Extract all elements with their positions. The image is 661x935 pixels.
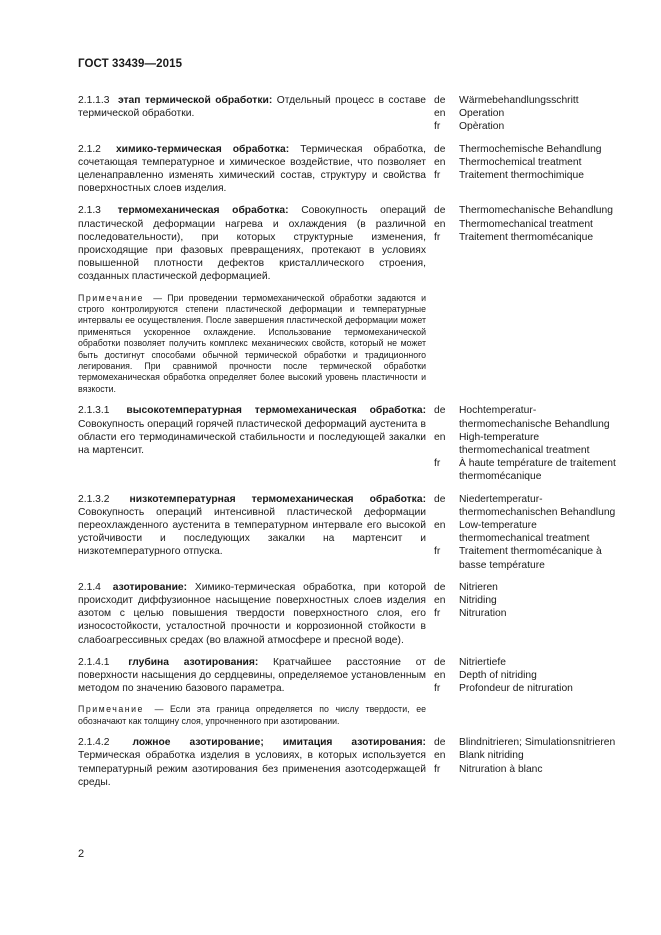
translation: Niedertemperatur-thermomechanischen Behandlung (459, 493, 616, 518)
term-text: Совокупность операций интенсивной пластической деформации переохлажденного аустенита в температурном интервале его высокой устойчивости и последующих закалки на мартенсит и низкотемпературного отпуска. (78, 506, 426, 558)
translation: Wärmebehandlungsschritt (459, 95, 579, 106)
term-entry (78, 581, 618, 647)
term-definition (78, 404, 426, 483)
translations (434, 94, 618, 134)
document-body (78, 94, 618, 798)
translations (434, 204, 618, 283)
term-definition (78, 94, 426, 134)
term-entry (78, 94, 618, 134)
translation: Traitement thermomécanique à basse température (459, 546, 602, 571)
translation: Low-temperature thermomechanical treatment (459, 519, 590, 545)
term-number: 2.1.3 (78, 205, 101, 217)
translations (434, 404, 618, 483)
translation: Nitruration (459, 608, 507, 620)
term-name: низкотемпературная термомеханическая обработка: (129, 493, 426, 505)
translation: Thermochemische Behandlung (459, 143, 602, 155)
term-definition (78, 493, 426, 572)
lang-code: en (434, 431, 446, 443)
translations (434, 656, 618, 696)
lang-code: en (434, 750, 446, 762)
lang-code: en (434, 156, 446, 168)
term-name: высокотемпературная термомеханическая обработка: (126, 405, 426, 417)
note-label: Примечание (78, 292, 144, 303)
translation: Nitruration à blanc (459, 763, 543, 775)
lang-code: fr (434, 683, 441, 695)
term-text: Химико-термическая обработка, при которой происходит диффузионное насыщение поверхностных слоев изделия азотом с целью повышения твердости поверхностного слоя, его износостойкости, усталостной прочности и коррозионной стойкости в слабоагрессивных средах (во влажной атмосфере и пресной воде). (78, 581, 426, 646)
term-definition (78, 581, 426, 647)
lang-code: de (434, 405, 446, 417)
lang-code: de (434, 493, 446, 505)
term-definition (78, 736, 426, 789)
translations (434, 493, 618, 572)
term-number: 2.1.3.2 (78, 493, 110, 505)
term-number: 2.1.3.1 (78, 405, 110, 417)
term-name: глубина азотирования: (128, 656, 259, 668)
term-name: азотирование: (112, 581, 188, 593)
translation: Thermomechanische Behandlung (459, 205, 613, 217)
term-text: Совокупность операций горячей пластической деформаций аустенита в области его термодинамической стабильности и последующей закалки на мартенсит. (78, 418, 426, 456)
translation: À haute température de traitement thermomécanique (459, 458, 616, 483)
note-text: — Если эта граница определяется по числу твердости, ее обозначают как толщину слоя, упрочненного при азотировании. (78, 704, 427, 726)
term-number: 2.1.4.2 (78, 737, 110, 749)
term-number: 2.1.4.1 (78, 656, 110, 668)
translation: Nitriertiefe (459, 656, 506, 668)
term-name: термомеханическая обработка: (117, 205, 289, 217)
term-text: Термическая обработка изделия в условиях, в которых используется температурный режим азотирования без применения азотсодержащей среды. (78, 750, 426, 788)
translation: Opèration (459, 121, 505, 133)
lang-code: fr (434, 458, 441, 470)
document-header: ГОСТ 33439—2015 (78, 58, 183, 70)
note-text: — При проведении термомеханической обработки задаются и строго контролируются степени пластической деформации и температурные интервалы ее осуществления. После завершения пластической деформации может применяться ускоренное охлаждение. Использование термомеханической обработки позволяет получить комплекс механических свойств, который не может быть достигнут способами обычной термической обработки и традиционного легирования. При сравнимой прочности после термической обработки термомеханическая обработка определяет более высокий уровень пластичности и вязкости. (78, 292, 426, 394)
translation: Thermomechanical treatment (459, 218, 593, 230)
term-entry (78, 143, 618, 196)
term-number: 2.1.4 (78, 581, 101, 593)
lang-code: de (434, 656, 446, 668)
lang-code: de (434, 737, 446, 749)
term-name: ложное азотирование; имитация азотирования: (132, 737, 426, 749)
term-text: Термическая обработка, сочетающая температурное и химическое воздействие, что позволяет целенаправленно изменять химический состав, структуру и свойства поверхностных слоев изделия. (78, 143, 426, 195)
translation: Traitement thermochimique (459, 170, 584, 182)
lang-code: en (434, 218, 446, 230)
lang-code: fr (434, 121, 441, 133)
translation: Blank nitriding (459, 750, 524, 762)
translations (434, 143, 618, 196)
term-name: этап термической обработки: (117, 95, 273, 106)
lang-code: en (434, 594, 446, 606)
term-definition (78, 143, 426, 196)
lang-code: fr (434, 170, 441, 182)
term-name: химико-термическая обработка: (115, 143, 290, 155)
term-text: Совокупность операций пластической деформации нагрева и охлаждения (в различной последовательности), при которых структурные изменения, происходящие при фазовых превращениях, протекают в условиях повышенной плотности дефектов кристаллического строения, созданных пластической деформацией. (78, 205, 426, 283)
term-number: 2.1.2 (78, 143, 101, 155)
note (78, 704, 426, 727)
term-entry (78, 736, 618, 789)
term-text: Отдельный процесс в составе термической обработки. (78, 95, 426, 120)
lang-code: de (434, 581, 446, 593)
translations (434, 581, 618, 647)
lang-code: fr (434, 231, 441, 243)
lang-code: fr (434, 763, 441, 775)
translation: Blindnitrieren; Simulationsnitrieren (459, 737, 616, 749)
lang-code: fr (434, 546, 441, 558)
lang-code: en (434, 519, 446, 531)
translation: Depth of nitriding (459, 669, 537, 681)
translation: Nitrieren (459, 581, 498, 593)
term-entry (78, 493, 618, 572)
translation: High-temperature thermomechanical treatment (459, 431, 590, 456)
term-entry (78, 656, 618, 696)
translation: Nitriding (459, 594, 497, 606)
lang-code: de (434, 143, 446, 155)
translation: Profondeur de nitruration (459, 683, 573, 695)
translation: Traitement thermomécanique (459, 231, 594, 243)
translation: Thermochemical treatment (459, 156, 582, 168)
translation: Operation (459, 108, 505, 120)
lang-code: de (434, 95, 446, 106)
lang-code: fr (434, 608, 441, 620)
translations (434, 736, 618, 789)
page-number: 2 (78, 848, 85, 860)
note-label: Примечание (78, 704, 144, 715)
note (78, 293, 426, 396)
lang-code: de (434, 205, 446, 217)
lang-code: en (434, 108, 446, 120)
term-text: Кратчайшее расстояние от поверхности насыщения до сердцевины, определяемое установленным методом по значению базового параметра. (78, 656, 426, 695)
lang-code: en (434, 669, 446, 681)
term-entry (78, 204, 618, 283)
term-entry (78, 404, 618, 483)
term-definition (78, 204, 426, 283)
term-number: 2.1.1.3 (78, 95, 110, 106)
translation: Hochtemperatur-thermomechanische Behandlung (459, 405, 610, 430)
term-definition (78, 656, 426, 696)
